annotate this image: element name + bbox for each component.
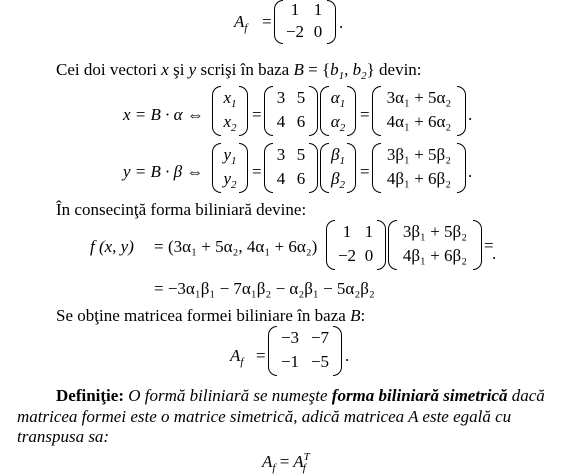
matrix-cell: 1	[313, 0, 323, 19]
matrix-cell: −2	[285, 22, 305, 41]
eq2-period: .	[345, 346, 350, 365]
matrix-cell: 0	[313, 22, 323, 41]
matrix-cell: 6	[296, 112, 306, 131]
eqx-result	[372, 86, 466, 136]
eqx-alpha-vector	[320, 86, 356, 136]
eqf-expansion: = −3α₁β₁ − 7α₁β₂ − α₂β₁ − 5α₂β₂	[154, 279, 375, 298]
result-cell: 3β₁ + 5β₂	[386, 145, 452, 164]
definition-line-1: Definiţie: O formă biliniară se numeşte forma biliniară simetrică dacă	[56, 386, 545, 405]
eqy-vector	[212, 143, 248, 193]
matrix-cell: 4	[276, 112, 286, 131]
eqx-vector	[212, 86, 248, 136]
matrix-cell: −3	[280, 328, 300, 347]
eqf-period: .	[492, 244, 497, 263]
paragraph-2: În consecinţă forma biliniară devine:	[56, 200, 307, 219]
eqf-row-vector: (3α₁ + 5α₂, 4α₁ + 6α₂)	[168, 237, 318, 256]
matrix-cell: 1	[290, 0, 300, 19]
definition-line-3: transpusa sa:	[17, 427, 110, 446]
matrix-cell: 4	[276, 169, 286, 188]
vector-cell: $x_1$	[223, 88, 237, 110]
result-cell: 4β₁ + 6β₂	[386, 169, 452, 188]
eqx-period: .	[468, 105, 473, 124]
eqx-matrix	[264, 86, 318, 136]
eq1-equals: =	[262, 12, 272, 31]
definition-line-2: matricea formei este o matrice simetrică, adică matricea A este egală cu	[17, 407, 512, 426]
matrix-cell: 3	[276, 88, 286, 107]
eq1-matrix	[274, 0, 336, 44]
eqy-equals: =	[252, 162, 262, 181]
eqy-matrix	[264, 143, 318, 193]
matrix-cell: 6	[296, 169, 306, 188]
vector-cell: $\alpha_2$	[330, 112, 346, 134]
eqy-beta-vector	[320, 143, 356, 193]
vector-cell: $\beta_2$	[331, 169, 345, 191]
eqf-matrix	[326, 220, 386, 270]
matrix-cell: 1	[342, 222, 352, 241]
matrix-cell: 5	[296, 145, 306, 164]
eq2-matrix	[268, 326, 342, 376]
paragraph-1: Cei doi vectori x şi y scrişi în baza $B = \{b_1$, $b_2$} devin:	[56, 60, 422, 82]
eqy-period: .	[468, 162, 473, 181]
vector-cell: $\alpha_1$	[330, 88, 346, 110]
eq2-equals: =	[256, 346, 266, 365]
eq1-lhs: $A_f$	[234, 12, 248, 34]
eqy-lhs: y = B · β ⇔	[123, 162, 204, 181]
matrix-cell: −1	[280, 352, 300, 371]
result-cell: 4α₁ + 6α₂	[386, 112, 452, 131]
definition-label: Definiţie	[56, 386, 119, 405]
eqx-lhs: x = B · α ⇔	[123, 105, 204, 124]
definition-term: forma biliniară simetrică	[331, 386, 508, 405]
eqy-equals-2: =	[360, 162, 370, 181]
matrix-cell: 5	[296, 88, 306, 107]
matrix-cell: 1	[364, 222, 374, 241]
eqf-lhs: f (x, y)	[90, 237, 134, 256]
matrix-cell: 0	[364, 246, 374, 265]
result-cell: 4β₁ + 6β₂	[402, 246, 468, 265]
eqy-result	[372, 143, 466, 193]
paragraph-3: Se obţine matricea formei biliniare în baza B:	[56, 306, 366, 325]
eq1-period: .	[339, 13, 344, 32]
eqf-equals: =	[154, 237, 164, 256]
result-cell: 3β₁ + 5β₂	[402, 222, 468, 241]
eqx-equals-2: =	[360, 105, 370, 124]
matrix-cell: 3	[276, 145, 286, 164]
vector-cell: $x_2$	[223, 112, 237, 134]
eq3-formula: $A_f = A^T_f$	[262, 451, 310, 474]
vector-cell: $y_1$	[223, 145, 237, 167]
result-cell: 3α₁ + 5α₂	[386, 88, 452, 107]
eqx-equals: =	[252, 105, 262, 124]
vector-cell: $y_2$	[223, 169, 237, 191]
matrix-cell: −7	[310, 328, 330, 347]
vector-cell: $\beta_1$	[331, 145, 345, 167]
eq2-lhs: $A_f$	[230, 346, 244, 368]
eqf-beta-result	[388, 220, 482, 270]
eqf-equals-2: =	[484, 236, 494, 255]
matrix-cell: −2	[337, 246, 357, 265]
matrix-cell: −5	[310, 352, 330, 371]
